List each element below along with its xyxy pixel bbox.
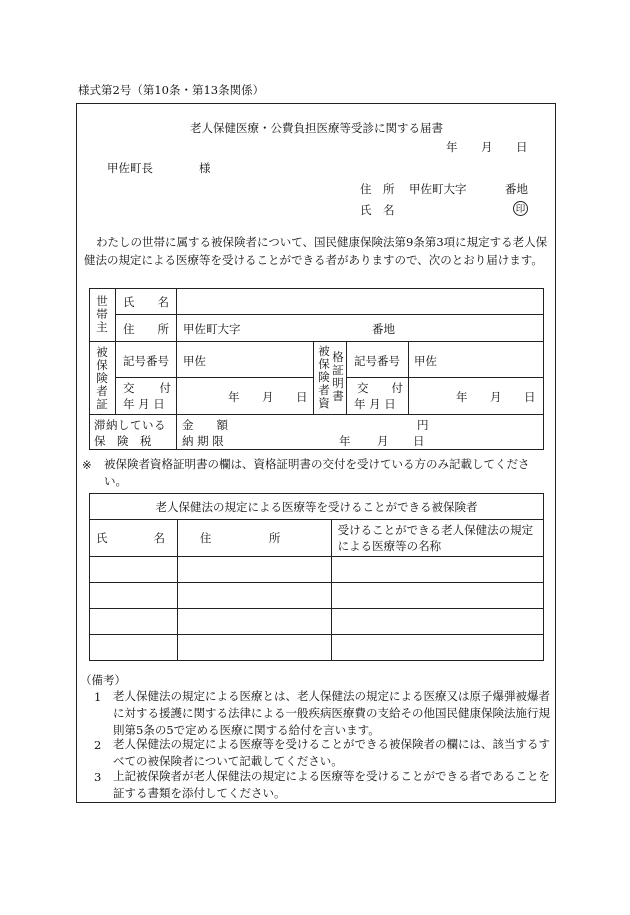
row-2-medical[interactable] [331,583,543,609]
applicant-name-label: 氏 名 [360,203,395,217]
amount-label: 金 額 [182,418,228,432]
remark-3-text: 上記被保険者が老人保健法の規定による医療等を受けることができる者であることを証する書類を添付してください。 [113,769,550,800]
row-3-address[interactable] [177,609,331,635]
row-1-address[interactable] [177,557,331,583]
insured-date-month: 月 [262,390,274,404]
head-address-value[interactable]: 甲佐町大字 [183,322,241,336]
remark-1-num: 1 [94,690,102,704]
row-4-medical[interactable] [331,635,543,661]
beneficiaries-table [89,493,544,661]
date-year-label: 年 [446,140,458,154]
row-1-medical[interactable] [331,557,543,583]
applicant-banchi: 番地 [505,182,528,196]
date-day-label: 日 [516,140,528,154]
col-medical-header: 受けることができる老人保健法の規定による医療等の名称 [331,520,543,557]
deadline-label: 納 期 限 [182,434,224,448]
head-address-banchi: 番地 [372,322,395,336]
cert-date-day: 日 [524,390,536,404]
table-row [90,583,544,609]
intro-paragraph: わたしの世帯に属する被保険者について、国民健康保険法第9条第3項に規定する老人保健法の規定による医療等を受けることができる者がありますので、次のとおり届けます。 [84,235,548,267]
row-2-name[interactable] [90,583,178,609]
applicant-address-label: 住 所 [360,182,395,196]
addressee-honorific: 様 [199,161,211,175]
applicant-address-value[interactable]: 甲佐町大字 [409,182,467,196]
head-name-label: 氏 名 [123,295,169,309]
household-head-label: 世帯主 [96,294,108,334]
row-3-name[interactable] [90,609,178,635]
cert-koufu-label: 交 付 [357,381,403,395]
date-month-label: 月 [481,140,493,154]
table-row [90,557,544,583]
seal-mark: 印 [513,201,528,216]
remarks-heading: （備考） [80,673,126,687]
cert-ymd-label: 年 月 日 [354,397,396,411]
cert-kigo-label: 記号番号 [354,354,400,368]
form-code: 様式第2号（第10条・第13条関係） [78,83,265,97]
table-row [90,635,544,661]
deadline-month: 月 [377,434,389,448]
remark-2-num: 2 [94,738,102,752]
insured-ymd-label: 年 月 日 [123,397,165,411]
form-title: 老人保健医療・公費負担医療等受診に関する届書 [190,121,443,135]
cert-label: 被 保 険 者 資 格 証 明 書 [318,344,344,410]
insured-koufu-label: 交 付 [123,381,171,395]
row-3-medical[interactable] [331,609,543,635]
row-1-name[interactable] [90,557,178,583]
insured-kigo-label: 記号番号 [123,354,169,368]
insured-card-label: 被保険者証 [96,345,108,411]
note-text: 被保険者資格証明書の欄は、資格証明書の交付を受けている方のみ記載してください。 [104,457,530,488]
amount-unit: 円 [417,418,429,432]
remark-2-text: 老人保健法の規定による医療等を受けることができる被保険者の欄には、該当するすべての被保険者について記載してください。 [113,737,550,768]
remark-3-num: 3 [94,770,102,784]
table-row [90,609,544,635]
row-2-address[interactable] [177,583,331,609]
cert-date-month: 月 [490,390,502,404]
addressee-name: 甲佐町長 [107,161,153,175]
col-name-header: 氏 名 [90,520,178,557]
deadline-day: 日 [413,434,425,448]
cert-kigo-value[interactable]: 甲佐 [414,354,437,368]
insured-date-day: 日 [296,390,308,404]
note-mark: ※ [82,458,92,472]
beneficiaries-title: 老人保健法の規定による医療等を受けることができる被保険者 [90,494,544,520]
row-4-name[interactable] [90,635,178,661]
row-4-address[interactable] [177,635,331,661]
insured-date-year: 年 [228,390,240,404]
head-address-label: 住 所 [123,322,169,336]
col-address-header: 住 所 [177,520,331,557]
arrears-label-2: 保 険 税 [94,434,152,448]
remark-1-text: 老人保健法の規定による医療とは、老人保健法の規定による医療又は原子爆弾被爆者に対する援護に関する法律による一般疾病医療費の支給その他国民健康保険法施行規則第5条の5で定める医療に関する給付を言います。 [113,689,550,737]
arrears-label-1: 滞納している [94,418,166,432]
cert-date-year: 年 [456,390,468,404]
deadline-year: 年 [339,434,351,448]
head-name-field[interactable] [178,290,542,312]
insured-kigo-value[interactable]: 甲佐 [183,354,206,368]
